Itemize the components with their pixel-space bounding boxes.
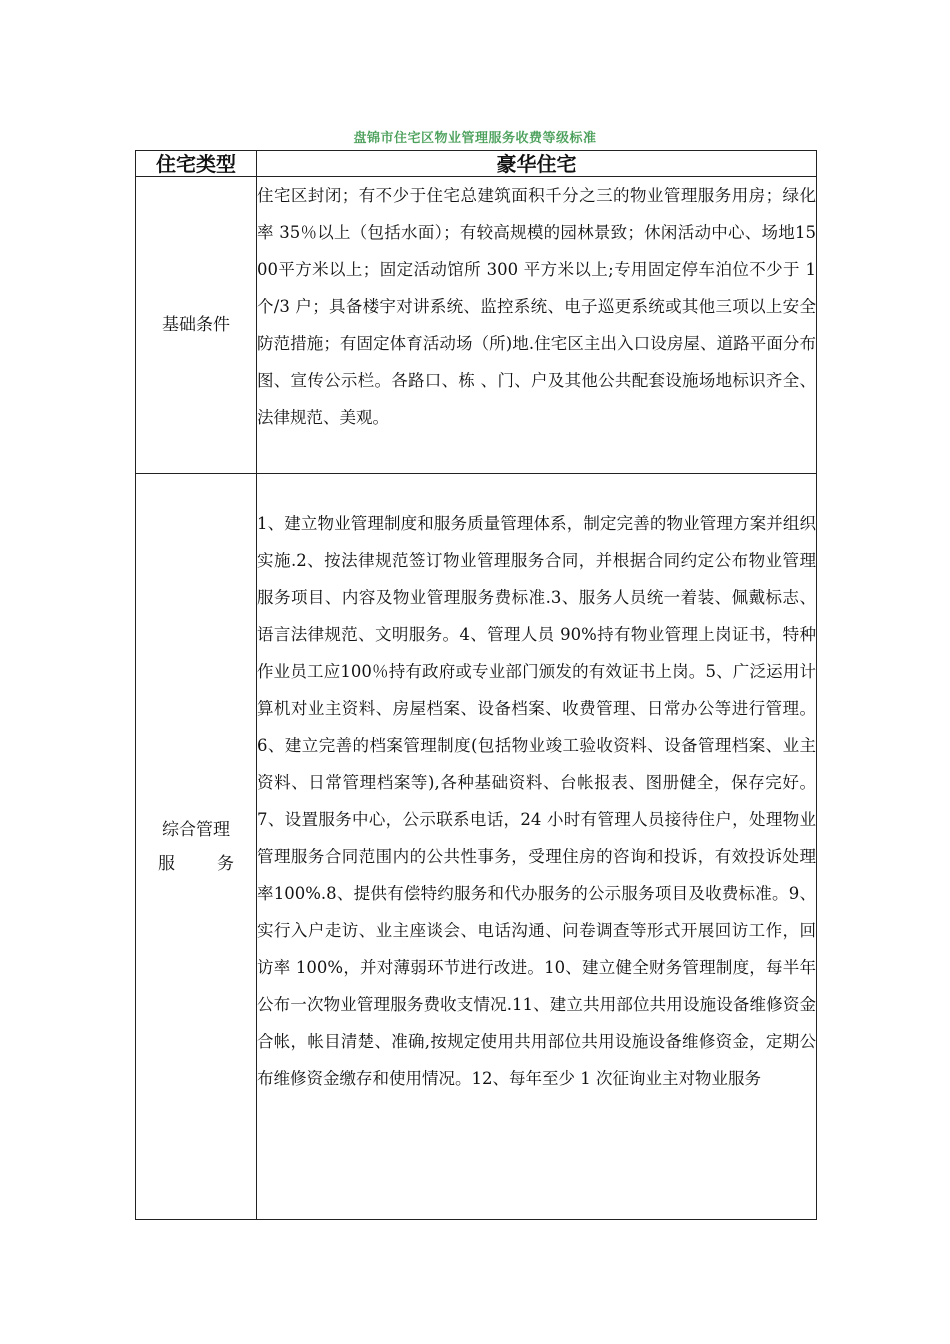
- fee-standard-table: [135, 150, 817, 1220]
- basic-conditions-content: [257, 177, 817, 474]
- table-header-row: [136, 151, 817, 177]
- management-service-text: 1、建立物业管理制度和服务质量管理体系，制定完善的物业管理方案并组织实施.2、按法律规范签订物业管理服务合同，并根据合同约定公布物业管理服务项目、内容及物业管理服务费标准.3、服务人员统一着装、佩戴标志、语言法律规范、文明服务。4、管理人员 90%持有物业管理上岗证书，特种作业员工应100％持有政府或专业部门颁发的有效证书上岗。5、广泛运用计算机对业主资料、房屋档案、设备档案、收费管理、日常办公等进行管理。6、建立完善的档案管理制度(包括物业竣工验收资料、设备管理档案、业主资料、日常管理档案等),各种基础资料、台帐报表、图册健全，保存完好。7、设置服务中心，公示联系电话，24 小时有管理人员接待住户，处理物业管理服务合同范围内的公共性事务，受理住房的咨询和投诉，有效投诉处理率100%.8、提供有偿特约服务和代办服务的公示服务项目及收费标准。9、实行入户走访、业主座谈会、电话沟通、问卷调查等形式开展回访工作，回访率 100%，并对薄弱环节进行改进。10、建立健全财务管理制度，每半年公布一次物业管理服务费收支情况.11、建立共用部位共用设施设备维修资金合帐，帐目清楚、准确,按规定使用共用部位共用设施设备维修资金，定期公布维修资金缴存和使用情况。12、每年至少 1 次征询业主对物业服务: [257, 514, 816, 1088]
- header-luxury-housing: 豪华住宅: [257, 151, 817, 177]
- basic-conditions-text: 住宅区封闭；有不少于住宅总建筑面积千分之三的物业管理服务用房；绿化率 35％以上（包括水面）；有较高规模的园林景致；休闲活动中心、场地1500平方米以上；固定活动馆所 300 平方米以上;专用固定停车泊位不少于 1 个/3 户；具备楼宇对讲系统、监控系统、电子巡更系统或其他三项以上安全防范措施；有固定体育活动场（所)地.住宅区主出入口设房屋、道路平面分布图、宣传公示栏。各路口、栋 、门、户及其他公共配套设施场地标识齐全、法律规范、美观。: [257, 186, 816, 427]
- row-label-management-service: [136, 474, 257, 1220]
- management-service-content: [257, 474, 817, 1220]
- document-title: 盘锦市住宅区物业管理服务收费等级标准: [353, 131, 597, 146]
- row-label-basic-conditions: 基础条件: [136, 177, 257, 474]
- table-row: [136, 474, 817, 1220]
- table-row: [136, 177, 817, 474]
- row-label-line2: 服务: [158, 853, 234, 874]
- header-housing-type: 住宅类型: [136, 151, 257, 177]
- row-label-line1: 综合管理: [162, 819, 230, 840]
